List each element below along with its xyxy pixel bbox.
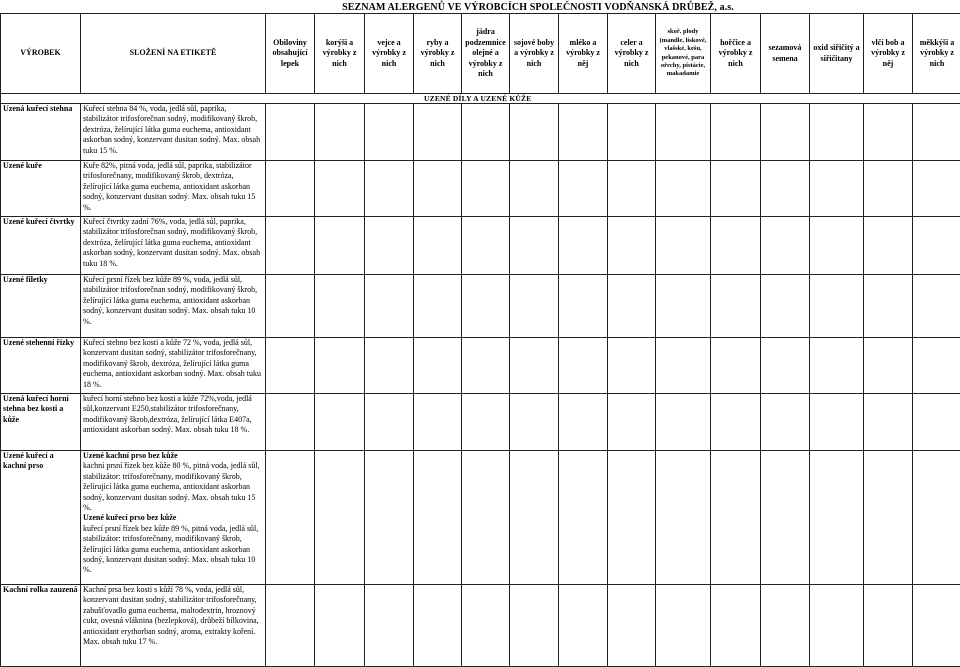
section-text: kuřecí prsní řízek bez kůže 89 %, pitná voda, jedlá sůl, stabilizátor: trifosforečnany, modifikovaný škrob, želírující látka guma euchema, antioxidant askorban sodný, konzervant dusitan sodný. Max. obsah tuku 10 %. (83, 524, 263, 576)
page-title: SEZNAM ALERGENŮ VE VÝROBCÍCH SPOLEČNOSTI VODŇANSKÁ DRŮBEŽ, a.s. (258, 2, 818, 13)
product-composition: Kuřecí stehna 84 %, voda, jedlá sůl, paprika, stabilizátor trifosforečnan sodný, modifikovaný škrob, dextróza, želírující látka guma euchema, antioxidant askorban sodný, konzervant dusitan sodný. Max. obsah tuku 15 %. (81, 104, 266, 161)
product-name: Uzené kuře (1, 161, 81, 217)
header-allergen-nuts: skoř. plody (mandle, lískové, vlašské, kešu, pekanové, para ořechy, pistácie, makadamie (656, 14, 711, 94)
product-name: Uzené kuřecí a kachní prso (1, 451, 81, 585)
product-composition: Kuřecí prsní řízek bez kůže 89 %, voda, jedlá sůl, stabilizátor trifosforečnan sodný, modifikovaný škrob, želírující látka guma euchema, antioxidant askorban sodný, konzervant dusitan sodný. Max. obsah tuku 10 %. (81, 275, 266, 338)
header-allergen-lupin: vlčí bob a výrobky z něj (864, 14, 913, 94)
section-heading: Uzené kachní prso bez kůže (83, 451, 263, 461)
table-row (1, 217, 960, 275)
table-row (1, 585, 960, 667)
product-name: Uzená kuřecí stehna (1, 104, 81, 161)
table-row (1, 338, 960, 394)
header-row (1, 14, 960, 94)
table-row (1, 104, 960, 161)
header-allergen-eggs: vejce a výrobky z nich (365, 14, 414, 94)
product-composition: Kuřecí čtvrtky zadní 76%, voda, jedlá sůl, paprika, stabilizátor trifosforečnan sodný, modifikovaný škrob, dextróza, želírující látka guma euchema, antioxidant askorban sodný, konzervant dusitan sodný. Max. obsah tuku 18 %. (81, 217, 266, 275)
header-product: VÝROBEK (1, 14, 81, 94)
header-allergen-soy: sojové boby a výrobky z nich (510, 14, 559, 94)
header-allergen-celery: celer a výrobky z nich (608, 14, 656, 94)
header-allergen-molluscs: měkkýši a výrobky z nich (913, 14, 960, 94)
product-name: Uzené filetky (1, 275, 81, 338)
product-composition: Kuře 82%, pitná voda, jedlá sůl, paprika, stabilizátor trifosforečnany, modifikovaný škrob, dextróza, želírující látka guma euchema, antioxidant askorban sodný, konzervant dusitan sodný. Max. obsah tuku 15 %. (81, 161, 266, 217)
section-text: kachní prsní řízek bez kůže 80 %, pitná voda, jedlá sůl, stabilizátor: trifosforečnany, modifikovaný škrob, želírující látka guma euchema, antioxidant askorban sodný, konzervant dusitan sodný. Max. obsah tuku 15 %. (83, 461, 263, 513)
header-allergen-mustard: hořčice a výrobky z nich (711, 14, 761, 94)
product-name: Kachní rolka zauzená (1, 585, 81, 667)
section-band-label: UZENÉ DÍLY A UZENÉ KŮŽE (424, 94, 531, 103)
header-allergen-sesame: sezamová semena (761, 14, 810, 94)
header-allergen-sulphites: oxid siřičitý a siřičitany (810, 14, 864, 94)
header-allergen-milk: mléko a výrobky z něj (559, 14, 608, 94)
product-composition: Kuřecí stehno bez kosti a kůže 72 %, voda, jedlá sůl, konzervant dusitan sodný, stabilizátor trifosforečnany, modifikovaný škrob, dextróza, želírující látka guma euchema, antioxidant askorban sodný. Max. obsah tuku 18 %. (81, 338, 266, 394)
product-composition: kuřecí horní stehno bez kosti a kůže 72%,voda, jedlá sůl,konzervant E250,stabilizátor trifosforečnany, modifikovaný škrob,dextróza, želírující látka E407a, antioxidant askorban sodný. Max. obsah tuku 18 %. (81, 394, 266, 451)
header-allergen-crustaceans: korýši a výrobky z nich (315, 14, 365, 94)
product-name: Uzená kuřecí horní stehna bez kosti a kůže (1, 394, 81, 451)
table-row (1, 161, 960, 217)
section-heading: Uzené kuřecí prso bez kůže (83, 513, 263, 523)
product-name: Uzené kuřecí čtvrtky (1, 217, 81, 275)
table-row (1, 275, 960, 338)
table-row (1, 451, 960, 585)
product-composition: Kachní prsa bez kosti s kůží 78 %, voda, jedlá sůl, konzervant dusitan sodný, stabilizátor trifosforečnany, zahušťovadlo guma euchema, maltodextrin, hroznový cukr, ovesná vláknina (bezlepková), drůbeží bílkovina, antioxidant erythorban sodný, aroma, extrakty koření. Max. obsah tuku 17 %. (81, 585, 266, 667)
product-name: Uzené stehenní řízky (1, 338, 81, 394)
product-composition (81, 451, 266, 585)
table-row (1, 394, 960, 451)
header-allergen-peanuts: jádra podzemnice olejné a výrobky z nich (462, 14, 510, 94)
header-allergen-gluten: Obiloviny obsahující lepek (266, 14, 315, 94)
header-allergen-fish: ryby a výrobky z nich (414, 14, 462, 94)
allergen-table (0, 13, 960, 667)
header-composition: SLOŽENÍ NA ETIKETĚ (81, 14, 266, 94)
